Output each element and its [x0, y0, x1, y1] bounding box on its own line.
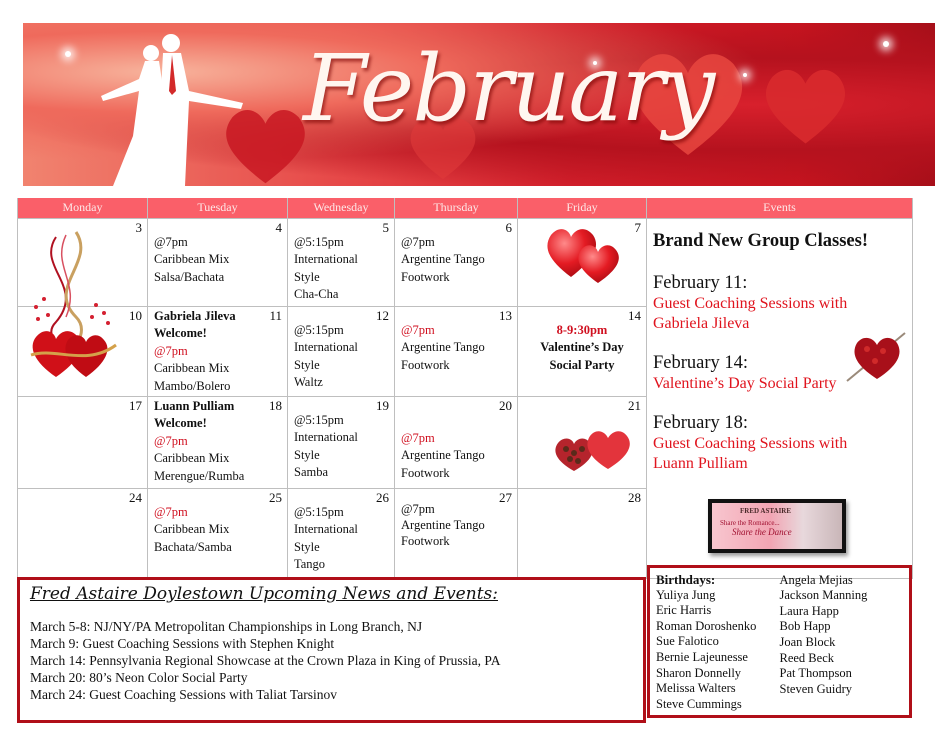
birthday-name: Jackson Manning — [779, 588, 868, 603]
class-name: Style — [294, 357, 320, 372]
birthdays-column-1 — [656, 588, 780, 713]
class-name: International — [294, 430, 358, 444]
events-heading: Brand New Group Classes! — [653, 230, 868, 251]
week-row — [18, 218, 913, 306]
class-time: @5:15pm — [294, 412, 344, 427]
class-style: Footwork — [401, 533, 450, 548]
fred-astaire-promo-image — [708, 499, 846, 553]
class-name: Argentine Tango — [401, 448, 485, 462]
birthdays-column-2 — [780, 573, 904, 713]
header-wednesday: Wednesday — [288, 198, 395, 218]
day-cell-27 — [395, 488, 518, 578]
party-name: Valentine’s Day — [540, 340, 624, 354]
guest-name: Gabriela Jileva — [154, 308, 236, 323]
birthday-name: Bernie Lajeunesse — [656, 649, 748, 664]
class-name: Argentine Tango — [401, 252, 485, 266]
banner-title: February — [303, 35, 714, 142]
class-time: @7pm — [154, 343, 188, 358]
day-cell-24 — [18, 488, 148, 578]
news-title: Fred Astaire Doylestown Upcoming News and Events: — [30, 584, 498, 604]
sparkle-icon — [883, 41, 889, 47]
party-name: Social Party — [549, 357, 615, 372]
sparkle-icon — [65, 51, 71, 57]
welcome-label: Welcome! — [154, 326, 207, 340]
heart-decoration-icon — [758, 58, 853, 153]
promo-script: Share the Dance — [732, 527, 792, 537]
day-number: 26 — [376, 489, 389, 505]
day-number: 21 — [628, 397, 641, 413]
day-cell-11 — [148, 306, 288, 396]
birthday-name: Sue Falotico — [656, 634, 719, 649]
event-date: February 18: — [653, 413, 749, 433]
day-cell-12 — [288, 306, 395, 396]
birthday-name: Sharon Donnelly — [656, 665, 742, 680]
day-cell-7 — [518, 218, 647, 306]
event-description: Guest Coaching Sessions with Gabriela Jileva — [653, 295, 848, 332]
day-number: 18 — [269, 397, 282, 413]
class-style: Samba — [294, 465, 329, 479]
day-cell-13 — [395, 306, 518, 396]
day-cell-20 — [395, 396, 518, 488]
class-time: @7pm — [154, 504, 188, 519]
news-item: March 20: 80’s Neon Color Social Party — [30, 670, 248, 685]
day-cell-17 — [18, 396, 148, 488]
day-cell-14 — [518, 306, 647, 396]
day-number: 17 — [129, 397, 142, 413]
day-cell-25 — [148, 488, 288, 578]
twin-hearts-icon — [543, 225, 628, 285]
promo-tagline: Share the Romance... — [720, 519, 780, 527]
header-tuesday: Tuesday — [148, 198, 288, 218]
class-style: Footwork — [401, 269, 450, 284]
class-style: Merengue/Rumba — [154, 468, 245, 483]
party-time: 8-9:30pm — [556, 322, 608, 337]
class-name: Style — [294, 447, 320, 462]
event-date: February 14: — [653, 353, 749, 373]
rose-heart-icon — [845, 329, 907, 384]
birthday-name: Angela Mejias — [779, 572, 853, 587]
day-cell-4 — [148, 218, 288, 306]
day-number: 28 — [628, 489, 641, 505]
class-style: Salsa/Bachata — [154, 269, 225, 284]
guest-name: Luann Pulliam — [154, 398, 235, 413]
class-name: Caribbean Mix — [154, 361, 230, 375]
class-time: @7pm — [401, 234, 435, 249]
day-cell-5 — [288, 218, 395, 306]
day-cell-21 — [518, 396, 647, 488]
birthday-name: Steven Guidry — [779, 681, 853, 696]
day-cell-18 — [148, 396, 288, 488]
class-style: Footwork — [401, 465, 450, 480]
birthday-name: Yuliya Jung — [656, 587, 716, 602]
birthday-name: Joan Block — [779, 634, 836, 649]
class-style: Tango — [294, 557, 326, 571]
news-item: March 24: Guest Coaching Sessions with Taliat Tarsinov — [30, 687, 337, 702]
news-item: March 9: Guest Coaching Sessions with Stephen Knight — [30, 636, 335, 651]
header-events: Events — [647, 198, 913, 218]
day-number: 13 — [499, 307, 512, 323]
sparkle-icon — [743, 73, 747, 77]
day-number: 11 — [269, 307, 282, 323]
class-name: International — [294, 522, 358, 536]
day-cell-19 — [288, 396, 395, 488]
promo-brand: FRED ASTAIRE — [740, 507, 792, 515]
birthday-name: Roman Doroshenko — [656, 618, 757, 633]
day-cell-10 — [18, 306, 148, 396]
class-name: Argentine Tango — [401, 517, 485, 532]
class-name: International — [294, 340, 358, 354]
birthdays-title: Birthdays: — [656, 572, 716, 587]
class-name: Caribbean Mix — [154, 252, 230, 266]
class-name: Caribbean Mix — [154, 522, 230, 536]
birthday-name: Steve Cummings — [656, 696, 742, 711]
upcoming-news-box — [17, 577, 646, 723]
header-monday: Monday — [18, 198, 148, 218]
class-time: @5:15pm — [294, 322, 344, 337]
header-thursday: Thursday — [395, 198, 518, 218]
day-number: 14 — [628, 307, 641, 323]
birthday-name: Reed Beck — [779, 650, 834, 665]
day-number: 3 — [135, 219, 142, 235]
birthday-name: Eric Harris — [656, 603, 712, 618]
news-item: March 14: Pennsylvania Regional Showcase at the Crown Plaza in King of Prussia, PA — [30, 653, 501, 668]
calendar-header-row — [18, 198, 913, 218]
class-time: @7pm — [401, 430, 435, 445]
class-time: @7pm — [154, 433, 188, 448]
birthday-name: Laura Happ — [779, 603, 839, 618]
class-time: @7pm — [401, 322, 435, 337]
class-style: Cha-Cha — [294, 287, 339, 301]
class-time: @5:15pm — [294, 234, 344, 249]
class-name: Style — [294, 269, 320, 284]
class-time: @7pm — [154, 234, 188, 249]
birthday-name: Pat Thompson — [779, 666, 852, 681]
event-description: Valentine’s Day Social Party — [653, 375, 837, 392]
class-style: Footwork — [401, 357, 450, 372]
day-number: 7 — [634, 219, 641, 235]
event-description: Guest Coaching Sessions with Luann Pulliam — [653, 435, 848, 472]
class-name: Caribbean Mix — [154, 451, 230, 465]
dancing-couple-silhouette-icon — [93, 31, 293, 186]
day-cell-26 — [288, 488, 395, 578]
day-number: 10 — [129, 307, 142, 323]
event-date: February 11: — [653, 273, 748, 293]
day-number: 5 — [382, 219, 389, 235]
day-number: 25 — [269, 489, 282, 505]
birthday-name: Bob Happ — [779, 619, 831, 634]
day-number: 6 — [505, 219, 512, 235]
class-style: Waltz — [294, 375, 323, 389]
class-name: Argentine Tango — [401, 340, 485, 354]
news-item: March 5-8: NJ/NY/PA Metropolitan Championships in Long Branch, NJ — [30, 619, 423, 634]
header-friday: Friday — [518, 198, 647, 218]
day-cell-6 — [395, 218, 518, 306]
class-time: @7pm — [401, 501, 435, 516]
class-time: @5:15pm — [294, 504, 344, 519]
class-name: International — [294, 252, 358, 266]
day-number: 24 — [129, 489, 142, 505]
class-style: Mambo/Bolero — [154, 378, 231, 393]
day-number: 20 — [499, 397, 512, 413]
day-number: 12 — [376, 307, 389, 323]
day-cell-28 — [518, 488, 647, 578]
day-number: 4 — [275, 219, 282, 235]
february-banner — [23, 23, 935, 186]
welcome-label: Welcome! — [154, 416, 207, 430]
birthday-name: Melissa Walters — [656, 681, 736, 696]
day-number: 19 — [376, 397, 389, 413]
class-style: Bachata/Samba — [154, 539, 232, 554]
chocolate-box-icon — [552, 423, 632, 473]
birthdays-box — [647, 565, 912, 718]
class-name: Style — [294, 539, 320, 554]
day-number: 27 — [499, 489, 512, 505]
ribbon-hearts-icon — [26, 227, 121, 382]
